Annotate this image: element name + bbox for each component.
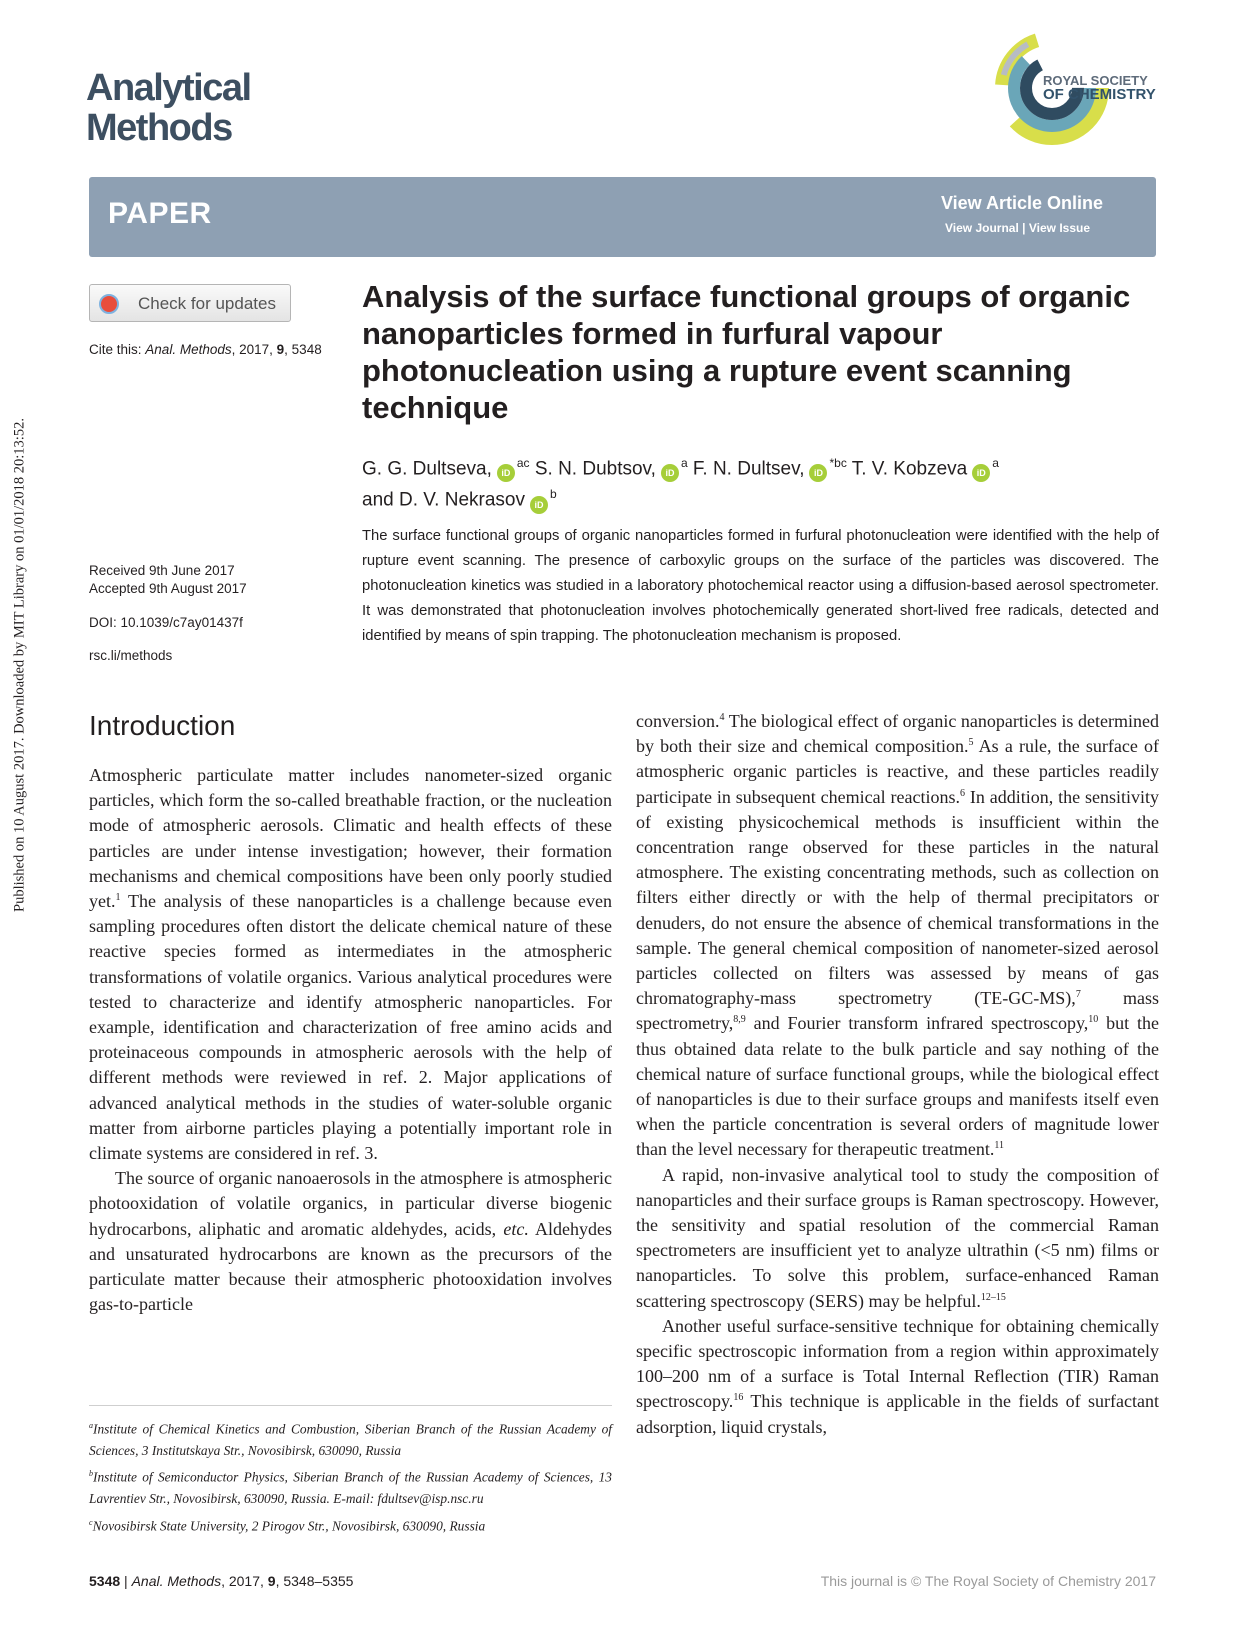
- footnote: $^b$Institute of Semiconductor Physics, Siberian Branch of the Russian Academy of Sciences, 13 Lavrentiev Str., Novosibirsk, 630090, Russia. E-mail: fdultsev@isp.nsc.ru: [89, 1469, 612, 1507]
- author-name[interactable]: S. N. Dubtsov,: [534, 458, 656, 480]
- journal-title-line2: Methods: [86, 107, 232, 149]
- reference-link[interactable]: 12–15: [980, 1291, 1006, 1303]
- crossmark-icon: [99, 294, 119, 314]
- author-affiliation: a: [992, 456, 999, 470]
- footnote: $^a$Institute of Chemical Kinetics and Combustion, Siberian Branch of the Russian Academy of Sciences, 3 Institutskaya Str., Novosibirsk, 630090, Russia: [89, 1421, 612, 1458]
- reference-link[interactable]: 10: [1088, 1014, 1099, 1026]
- author-name[interactable]: and D. V. Nekrasov: [362, 489, 525, 511]
- body-column-left: [89, 763, 612, 1317]
- article-type-banner: [89, 177, 1156, 257]
- footnote-divider: [89, 1405, 612, 1406]
- publisher-name: [1043, 74, 1156, 102]
- article-type-label: PAPER: [108, 197, 212, 230]
- sidebar-note-text: Published on 10 August 2017. Downloaded by MIT Library on 01/01/2018 20:13:52.: [11, 418, 28, 912]
- reference-link[interactable]: 4: [719, 712, 725, 723]
- author-affiliation: ac: [516, 456, 530, 470]
- reference-link[interactable]: 5: [968, 737, 974, 749]
- reference-link[interactable]: 6: [959, 787, 965, 799]
- reference-link[interactable]: 7: [1075, 989, 1081, 1001]
- orcid-icon[interactable]: iD: [809, 464, 827, 482]
- cite-prefix: Cite this:: [89, 342, 142, 357]
- doi[interactable]: DOI: 10.1039/c7ay01437f: [89, 615, 243, 630]
- received-date: Received 9th June 2017: [89, 563, 235, 578]
- paragraph: A rapid, non-invasive analytical tool to study the composition of nanoparticles and their surface groups is Raman spectroscopy. However, the sensitivity and spatial resolution of the commercial Raman spectrometers are insufficient yet to analyze ultrathin (<5 nm) films or nanoparticles. To solve this problem, surface-enhanced Raman scattering spectroscopy (SERS) may be helpful.$^{12-15}$: [636, 1164, 1159, 1311]
- footnote: $^c$Novosibirsk State University, 2 Pirogov Str., Novosibirsk, 630090, Russia: [89, 1517, 486, 1534]
- citation-line: Cite this: Anal. Methods, 2017, 9, 5348: [89, 342, 322, 357]
- journal-short-link[interactable]: rsc.li/methods: [89, 648, 173, 663]
- body-column-right: [636, 709, 1159, 1440]
- reference-link[interactable]: 8,9: [733, 1014, 746, 1026]
- author-affiliation: *bc: [829, 456, 847, 470]
- footer-citation: 5348 | Anal. Methods, 2017, 9, 5348–5355: [89, 1573, 354, 1589]
- journal-title: [86, 68, 251, 148]
- paragraph: conversion.$^4$ The biological effect of organic nanoparticles is determined by both their size and chemical composition.$^5$ As a rule, the surface of atmospheric organic particles is reactive, and these particles readily participate in subsequent chemical reactions.$^6$ In addition, the sensitivity of existing physicochemical methods is insufficient within the concentration range observed for these particles in the natural atmosphere. The existing concentrating methods, such as collection on filters either directly or with the help of thermal precipitators or denuders, do not ensure the absence of chemical transformations in the sample. The general chemical composition of nanometer-sized aerosol particles collected on filters was assessed by means of gas chromatography-mass spectrometry (TE-GC-MS),$^7$ mass spectrometry,$^{8,9}$ and Fourier transform infrared spectroscopy,$^{10}$ but the thus obtained data relate to the bulk particle and say nothing of the chemical nature of surface functional groups, while the biological effect of nanoparticles is due to their surface groups and manifests itself even when the particle concentration is several orders of magnitude lower than the level necessary for therapeutic treatment.$^{11}$: [636, 711, 1160, 1160]
- view-journal-link[interactable]: View Journal: [945, 221, 1019, 235]
- author-affiliation: b: [550, 487, 557, 502]
- author-name[interactable]: T. V. Kobzeva: [851, 458, 968, 480]
- journal-title-line1: Analytical: [86, 67, 251, 109]
- view-issue-link[interactable]: View Issue: [1028, 221, 1091, 235]
- orcid-icon[interactable]: iD: [497, 464, 515, 482]
- paragraph: Atmospheric particulate matter includes nanometer-sized organic particles, which form the so-called breathable fraction, or the nucleation mode of atmospheric aerosols. Climatic and health effects of these particles are under intense investigation; however, their formation mechanisms and chemical compositions have been only poorly studied yet.$^1$ The analysis of these nanoparticles is a challenge because even sampling procedures often distort the delicate chemical nature of these reactive species formed as intermediates in the atmospheric transformations of volatile organics. Various analytical procedures were tested to characterize and identify atmospheric nanoparticles. For example, identification and characterization of free amino acids and proteinaceous compounds in atmospheric aerosols with the help of different methods were reviewed in ref. 2. Major applications of advanced analytical methods in the studies of water-soluble organic matter from airborne particles playing a potentially important role in climate systems are considered in ref. 3.: [89, 765, 612, 1164]
- paragraph: Another useful surface-sensitive technique for obtaining chemically specific spectroscopic information from a region within approximately 100–200 nm of a surface is Total Internal Reflection (TIR) Raman spectroscopy.$^{16}$ This technique is applicable in the fields of surfactant adsorption, liquid crystals,: [636, 1315, 1159, 1437]
- affiliation-footnotes: [89, 1415, 612, 1539]
- cite-volume: 9: [276, 342, 285, 357]
- journal-issue-links: [945, 221, 1090, 235]
- publisher-line1: ROYAL SOCIETY: [1043, 73, 1148, 88]
- author-list: [362, 451, 1162, 514]
- orcid-icon[interactable]: iD: [530, 496, 548, 514]
- orcid-icon[interactable]: iD: [972, 464, 990, 482]
- article-title: Analysis of the surface functional groups of organic nanoparticles formed in furfural vapour photonucleation using a rupture event scanning technique: [362, 279, 1131, 425]
- reference-link[interactable]: 11: [994, 1140, 1004, 1152]
- author-affiliation: a: [680, 456, 688, 470]
- author-name[interactable]: G. G. Dultseva,: [362, 458, 492, 480]
- abstract: The surface functional groups of organic nanoparticles formed in furfural photonucleation were identified with the help of rupture event scanning. The presence of carboxylic groups on the surface of the particles was discovered. The photonucleation kinetics was studied in a laboratory photochemical reactor using a diffusion-based aerosol spectrometer. It was demonstrated that photonucleation involves photochemically generated short-lived free radicals, detected and identified by means of spin trapping. The photonucleation mechanism is proposed.: [362, 528, 1159, 645]
- publication-sidebar-note: [4, 360, 36, 970]
- check-for-updates-button[interactable]: [89, 284, 291, 322]
- page-number: 5348: [89, 1573, 121, 1589]
- publisher-line2: OF CHEMISTRY: [1043, 86, 1156, 103]
- reference-link[interactable]: 16: [733, 1392, 744, 1404]
- paragraph: The source of organic nanoaerosols in the atmosphere is atmospheric photooxidation of volatile organics, in particular diverse biogenic hydrocarbons, aliphatic and aromatic aldehydes, acids, etc. Aldehydes and unsaturated hydrocarbons are known as the precursors of the particulate matter because their atmospheric photooxidation involves gas-to-particle: [89, 1168, 613, 1315]
- check-for-updates-label: Check for updates: [138, 294, 276, 313]
- section-heading-introduction: Introduction: [89, 710, 236, 741]
- author-name[interactable]: F. N. Dultsev,: [692, 458, 805, 480]
- accepted-date: Accepted 9th August 2017: [89, 581, 247, 596]
- orcid-icon[interactable]: iD: [661, 464, 679, 482]
- link-separator: |: [1022, 221, 1026, 235]
- cite-journal: Anal. Methods: [145, 342, 232, 357]
- footer-copyright: This journal is © The Royal Society of Chemistry 2017: [820, 1573, 1156, 1589]
- view-article-online-link[interactable]: View Article Online: [940, 193, 1103, 213]
- reference-link[interactable]: 1: [115, 892, 121, 904]
